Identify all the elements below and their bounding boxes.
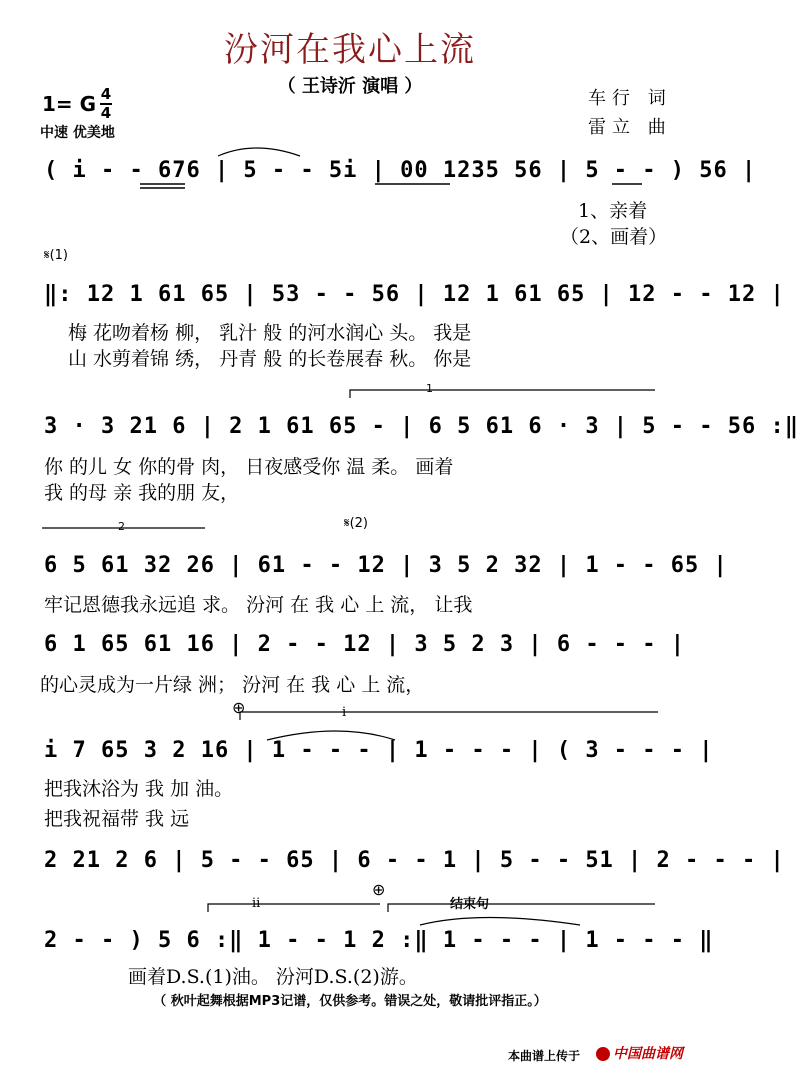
notation-row-7: 2 21 2 6 | 5 - - 65 | 6 - - 1 | 5 - - 51 | 2 - - - | xyxy=(44,848,785,873)
notation-row-2: ‖: 12 1 61 65 | 53 - - 56 | 12 1 61 65 | 12 - - 12 | xyxy=(44,282,785,307)
notation-row-1: ( i - - 676 | 5 - - 5i | 00 1235 56 | 5 - - ) 56 | xyxy=(44,158,757,183)
segno-marker-2: 𝄋(2) xyxy=(344,516,369,531)
lyric-row-4: 牢记恩德我永远追 求。 汾河 在 我 心 上 流， 让我 xyxy=(44,594,473,616)
performer-subtitle: （ 王诗沂 演唱 ） xyxy=(277,76,423,97)
time-signature-top: 4 xyxy=(100,85,112,103)
notation-row-3: 3 · 3 21 6 | 2 1 61 65 - | 6 5 61 6 · 3 | 5 - - 56 :‖ xyxy=(44,414,799,439)
lyric-row-1-verse-2: （2、画着） xyxy=(560,226,668,248)
tie-2 xyxy=(267,731,395,740)
lyric-row-6-verse-1: 把我沐浴为 我 加 油。 xyxy=(44,778,234,800)
volta-ii-bracket xyxy=(208,904,380,912)
page-title: 汾河在我心上流 xyxy=(224,30,476,70)
notation-row-6: i 7 65 3 2 16 | 1 - - - | 1 - - - | ( 3 - - - | xyxy=(44,738,714,763)
volta-1-bracket xyxy=(350,390,655,398)
tie-3 xyxy=(420,918,580,926)
site-logo-text: 中国曲谱网 xyxy=(613,1046,683,1062)
key-signature: 1= G xyxy=(42,92,97,116)
notation-row-4: 6 5 61 32 26 | 61 - - 12 | 3 5 2 32 | 1 - - 65 | xyxy=(44,553,728,578)
volta-ii-label: ii xyxy=(252,896,261,911)
notation-row-5: 6 1 65 61 16 | 2 - - 12 | 3 5 2 3 | 6 - - - | xyxy=(44,632,686,657)
composer-credit: 雷立 曲 xyxy=(588,117,672,138)
upload-notice: 本曲谱上传于 xyxy=(508,1049,581,1063)
coda-sign-icon-2: ⊕ xyxy=(372,880,386,899)
ending-phrase-label: 结束句 xyxy=(450,897,490,912)
lyric-row-8: 画着D.S.(1)油。 汾河D.S.(2)游。 xyxy=(128,966,418,988)
tie-1 xyxy=(218,148,300,156)
coda-sign-icon: ⊕ xyxy=(232,698,246,717)
lyric-row-2-verse-2: 山 水剪着锦 绣， 丹青 般 的长卷展春 秋。 你是 xyxy=(68,348,472,370)
segno-marker-1: 𝄋(1) xyxy=(44,248,69,263)
lyric-row-1-verse-1: 1、亲着 xyxy=(578,200,648,222)
lyric-row-6-verse-2: 把我祝福带 我 远 xyxy=(44,808,190,830)
volta-2-label: 2 xyxy=(118,520,125,533)
volta-1-label: 1 xyxy=(426,382,433,395)
lyricist-credit: 车行 词 xyxy=(588,88,672,109)
lyric-row-3-verse-2: 我 的母 亲 我的朋 友， xyxy=(44,482,240,504)
time-signature-bottom: 4 xyxy=(100,104,112,122)
volta-i-bracket xyxy=(240,712,658,720)
ending-bracket xyxy=(388,904,655,912)
notation-row-8: 2 - - ) 5 6 :‖ 1 - - 1 2 :‖ 1 - - - | 1 - - - ‖ xyxy=(44,928,714,953)
tempo-marking: 中速 优美地 xyxy=(40,125,115,141)
lyric-row-2-verse-1: 梅 花吻着杨 柳， 乳汁 般 的河水润心 头。 我是 xyxy=(68,322,472,344)
volta-i-label: i xyxy=(342,705,347,720)
lyric-row-5: 的心灵成为一片绿 洲； 汾河 在 我 心 上 流， xyxy=(40,674,425,696)
transcriber-footnote: （ 秋叶起舞根据MP3记谱，仅供参考。错误之处，敬请批评指正。） xyxy=(153,994,547,1009)
lyric-row-3-verse-1: 你 的儿 女 你的骨 肉， 日夜感受你 温 柔。 画着 xyxy=(44,456,454,478)
